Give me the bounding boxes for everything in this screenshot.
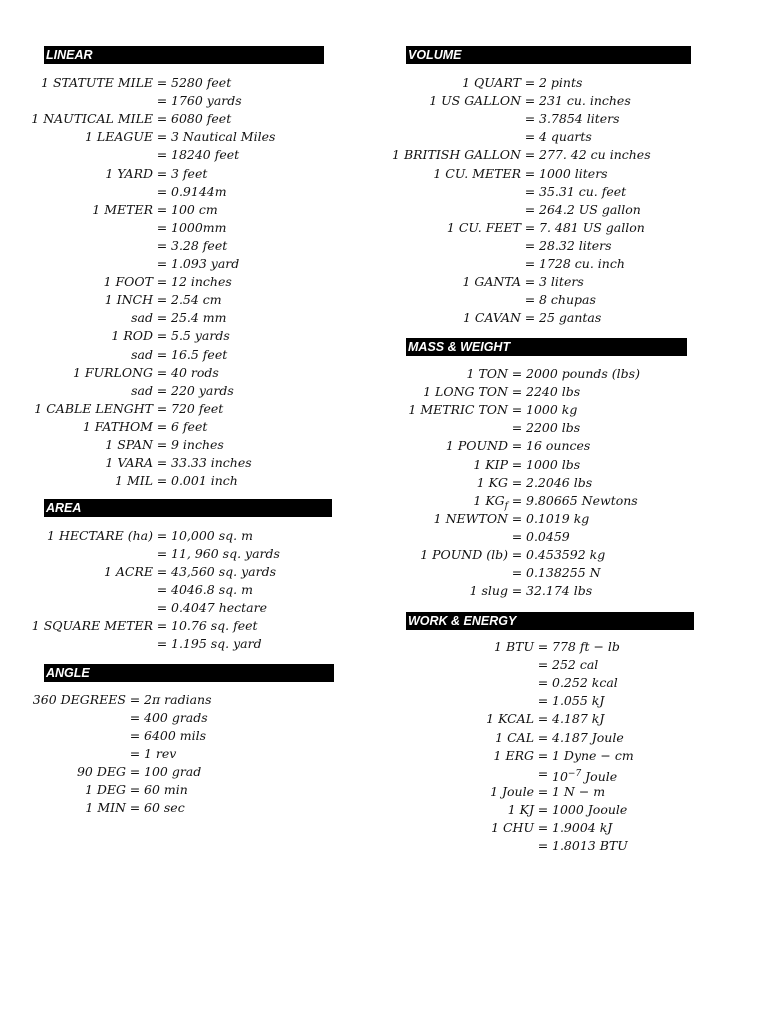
equals-sign: = <box>511 565 523 581</box>
conversion-value: 1000 kg <box>526 402 578 418</box>
conversion-unit: 1 LEAGUE <box>84 129 153 145</box>
conversion-unit: 360 DEGREES <box>32 692 126 707</box>
equals-sign: = <box>524 274 536 290</box>
conversion-unit: 1 US GALLON <box>429 93 521 109</box>
conversion-value: 2π radians <box>144 692 212 707</box>
conversion-value: 6080 feet <box>171 111 232 127</box>
equals-sign: = <box>129 800 141 815</box>
conversion-value: 2.54 cm <box>171 292 222 308</box>
equals-sign: = <box>511 492 523 508</box>
conversion-unit: 1 HECTARE (ha) <box>47 528 153 543</box>
conversion-unit: 1 STATUTE MILE <box>41 75 153 90</box>
conversion-unit: 1 NAUTICAL MILE <box>31 111 153 127</box>
equals-sign: = <box>511 402 523 418</box>
conversion-value: 6 feet <box>171 418 208 434</box>
conversion-value: 2 pints <box>539 75 583 90</box>
equals-sign: = <box>537 639 549 654</box>
equals-sign: = <box>156 400 168 416</box>
conversion-unit: 1 FATHOM <box>82 418 153 434</box>
equals-sign: = <box>511 474 523 490</box>
conversion-value: 231 cu. inches <box>539 93 631 109</box>
equals-sign: = <box>156 183 168 199</box>
conversion-value: 0.1019 kg <box>526 510 590 526</box>
conversion-value: 5.5 yards <box>171 328 230 344</box>
conversion-value: 6400 mils <box>144 728 207 743</box>
conversion-unit: 1 GANTA <box>462 274 521 290</box>
conversion-value: 2000 pounds (lbs) <box>526 366 640 381</box>
equals-sign: = <box>524 219 536 235</box>
conversion-unit: 1 MIL <box>115 473 153 489</box>
equals-sign: = <box>524 183 536 199</box>
equals-sign: = <box>129 746 141 761</box>
conversion-value: 8 chupas <box>539 292 596 308</box>
conversion-unit: 1 POUND <box>445 438 508 454</box>
conversion-unit: 1 CAL <box>495 729 534 745</box>
conversion-unit: 1 KJ <box>507 801 534 817</box>
conversion-value: 100 cm <box>171 201 218 217</box>
equals-sign: = <box>524 237 536 253</box>
equals-sign: = <box>156 437 168 452</box>
conversion-value: 2200 lbs <box>526 420 581 436</box>
conversion-value: 0.9144m <box>171 183 227 199</box>
conversion-unit: 1 CU. METER <box>433 165 521 181</box>
conversion-value: 778 ft − lb <box>552 639 620 654</box>
equals-sign: = <box>156 201 168 217</box>
equals-sign: = <box>156 346 168 362</box>
conversion-value: 16.5 feet <box>171 346 228 362</box>
equals-sign: = <box>524 310 536 326</box>
conversion-value: 2.2046 lbs <box>526 474 593 490</box>
equals-sign: = <box>156 364 168 380</box>
conversion-value: 32.174 lbs <box>526 583 593 599</box>
conversion-value: 1760 yards <box>171 93 242 109</box>
mass-weight-header: MASS & WEIGHT <box>406 338 687 356</box>
linear-header: LINEAR <box>44 46 324 64</box>
conversion-value: 277. 42 cu inches <box>539 147 651 163</box>
equals-sign: = <box>537 747 549 763</box>
conversion-value: 7. 481 US gallon <box>539 219 645 235</box>
conversion-value: 4 quarts <box>539 129 592 145</box>
conversion-unit: 1 METRIC TON <box>408 402 508 418</box>
conversion-value: 0.252 kcal <box>552 675 618 691</box>
conversion-value: 1.093 yard <box>171 256 240 271</box>
equals-sign: = <box>156 219 168 235</box>
equals-sign: = <box>511 456 523 472</box>
conversion-value: 220 yards <box>171 382 234 398</box>
equals-sign: = <box>156 618 168 633</box>
conversion-value: 1000 Jooule <box>552 801 628 817</box>
conversion-value: 400 grads <box>144 710 208 725</box>
equals-sign: = <box>156 382 168 398</box>
conversion-unit: 1 FURLONG <box>72 364 153 380</box>
equals-sign: = <box>524 165 536 181</box>
equals-sign: = <box>156 564 168 579</box>
equals-sign: = <box>156 129 168 145</box>
equals-sign: = <box>537 765 549 781</box>
equals-sign: = <box>511 583 523 599</box>
equals-sign: = <box>156 418 168 434</box>
equals-sign: = <box>156 310 168 326</box>
equals-sign: = <box>537 675 549 691</box>
conversion-unit: 1 CAVAN <box>462 310 521 326</box>
equals-sign: = <box>156 473 168 489</box>
equals-sign: = <box>156 237 168 253</box>
equals-sign: = <box>156 147 168 163</box>
conversion-value: 5280 feet <box>171 75 232 90</box>
conversion-unit: 1 slug <box>469 583 508 599</box>
conversion-value: 3 Nautical Miles <box>171 129 276 145</box>
conversion-value: 1000mm <box>171 219 227 235</box>
equals-sign: = <box>524 93 536 109</box>
work-energy-header: WORK & ENERGY <box>406 612 694 630</box>
conversion-unit: 1 MIN <box>85 800 126 815</box>
conversion-value: 35.31 cu. feet <box>539 183 627 199</box>
conversion-value: 4.187 kJ <box>552 711 605 727</box>
conversion-value: 1.195 sq. yard <box>171 636 262 651</box>
conversion-value: 2240 lbs <box>526 384 581 400</box>
conversion-value: 3.7854 liters <box>539 111 620 127</box>
equals-sign: = <box>511 438 523 454</box>
equals-sign: = <box>156 455 168 471</box>
area-header: AREA <box>44 499 332 517</box>
conversion-value: 4046.8 sq. m <box>171 582 253 597</box>
conversion-value: 10,000 sq. m <box>171 528 253 543</box>
equals-sign: = <box>156 292 168 308</box>
conversion-value: 0.453592 kg <box>526 547 606 562</box>
conversion-value: 0.0459 <box>526 528 570 544</box>
unit-subscript: f <box>504 501 508 512</box>
equals-sign: = <box>129 710 141 725</box>
equals-sign: = <box>129 764 141 779</box>
conversion-unit: 1 ERG <box>493 747 534 763</box>
conversion-value: 9 inches <box>171 437 224 452</box>
conversion-unit: 1 ROD <box>111 328 153 344</box>
conversion-value: 16 ounces <box>526 438 591 454</box>
equals-sign: = <box>129 728 141 743</box>
conversion-unit: 1 YARD <box>105 165 153 181</box>
conversion-value: 3.28 feet <box>171 237 228 253</box>
conversion-value: 1.8013 BTU <box>552 838 628 854</box>
equals-sign: = <box>524 129 536 145</box>
equals-sign: = <box>129 782 141 797</box>
equals-sign: = <box>156 165 168 181</box>
conversion-value: 0.138255 N <box>526 565 601 581</box>
conversion-unit: sad <box>131 382 153 398</box>
equals-sign: = <box>156 274 168 290</box>
conversion-value: 0.001 inch <box>171 473 238 489</box>
conversion-unit: sad <box>131 310 153 326</box>
conversion-unit: 1 FOOT <box>103 274 153 290</box>
equals-sign: = <box>524 147 536 163</box>
conversion-value: 1.9004 kJ <box>552 820 613 835</box>
conversion-unit: 1 $KG_f$ <box>473 492 508 512</box>
equals-sign: = <box>156 256 168 271</box>
conversion-unit: 1 CABLE LENGHT <box>34 400 153 416</box>
conversion-unit: 1 CU. FEET <box>446 219 521 235</box>
equals-sign: = <box>537 729 549 745</box>
conversion-value: 25.4 mm <box>171 310 227 326</box>
equals-sign: = <box>537 657 549 673</box>
conversion-value: 10.76 sq. feet <box>171 618 258 633</box>
conversion-value: 1 Dyne − cm <box>552 747 634 763</box>
equals-sign: = <box>537 820 549 835</box>
conversion-unit: 1 LONG TON <box>423 384 508 400</box>
conversion-value: 60 sec <box>144 800 185 815</box>
equals-sign: = <box>156 93 168 109</box>
conversion-value: 1000 lbs <box>526 456 581 472</box>
equals-sign: = <box>511 510 523 526</box>
equals-sign: = <box>524 111 536 127</box>
equals-sign: = <box>511 384 523 400</box>
equals-sign: = <box>156 111 168 127</box>
conversion-value: 9.80665 Newtons <box>526 492 638 508</box>
equals-sign: = <box>537 783 549 799</box>
conversion-unit: 1 METER <box>92 201 153 217</box>
conversion-unit: 1 BTU <box>494 639 534 654</box>
conversion-unit: 1 KCAL <box>486 711 534 727</box>
conversion-value: 12 inches <box>171 274 232 290</box>
conversion-unit: 1 INCH <box>104 292 153 308</box>
conversion-value: 1.055 kJ <box>552 693 605 709</box>
conversion-value: 1 rev <box>144 746 177 761</box>
equals-sign: = <box>511 528 523 544</box>
equals-sign: = <box>524 75 536 90</box>
conversion-value: 100 grad <box>144 764 202 779</box>
conversion-value: 0.4047 hectare <box>171 600 268 615</box>
conversion-value: 264.2 US gallon <box>539 201 641 217</box>
conversion-unit: 1 TON <box>466 366 508 381</box>
conversion-value: 11, 960 sq. yards <box>171 546 280 561</box>
conversion-value: 3 feet <box>171 165 208 181</box>
equals-sign: = <box>537 711 549 727</box>
conversion-unit: 1 VARA <box>105 455 153 471</box>
conversion-unit: 1 DEG <box>84 782 126 797</box>
conversion-unit: 1 SQUARE METER <box>31 618 153 633</box>
equals-sign: = <box>524 201 536 217</box>
conversion-value: 252 cal <box>552 657 599 673</box>
conversion-value: 33.33 inches <box>171 455 252 471</box>
angle-header: ANGLE <box>44 664 334 682</box>
equals-sign: = <box>156 528 168 543</box>
conversion-unit: 1 Joule <box>490 783 534 799</box>
conversion-value: 4.187 Joule <box>552 729 624 745</box>
equals-sign: = <box>537 693 549 709</box>
equals-sign: = <box>537 801 549 817</box>
value-unit: Joule <box>581 768 618 784</box>
conversion-unit: 1 ACRE <box>103 564 153 579</box>
conversion-value: 25 gantas <box>539 310 602 326</box>
conversion-value: 18240 feet <box>171 147 240 163</box>
conversion-unit: 1 CHU <box>491 820 534 835</box>
equals-sign: = <box>524 292 536 308</box>
conversion-value: 3 liters <box>539 274 584 290</box>
volume-header: VOLUME <box>406 46 691 64</box>
conversion-unit: sad <box>131 346 153 362</box>
conversion-value: 1000 liters <box>539 165 608 181</box>
conversion-unit: 1 KIP <box>473 456 508 472</box>
equals-sign: = <box>156 75 168 90</box>
equals-sign: = <box>511 366 523 381</box>
equals-sign: = <box>156 546 168 561</box>
conversion-value: $10^{-7}$ Joule <box>552 768 618 784</box>
conversion-value: 1728 cu. inch <box>539 256 625 271</box>
equals-sign: = <box>156 328 168 344</box>
equals-sign: = <box>156 600 168 615</box>
equals-sign: = <box>156 582 168 597</box>
equals-sign: = <box>156 636 168 651</box>
equals-sign: = <box>511 547 523 562</box>
conversion-unit: 1 KG <box>476 474 508 490</box>
equals-sign: = <box>511 420 523 436</box>
equals-sign: = <box>129 692 141 707</box>
conversion-unit: 1 BRITISH GALLON <box>392 147 521 163</box>
equals-sign: = <box>524 256 536 271</box>
equals-sign: = <box>537 838 549 854</box>
exponent: −7 <box>567 768 582 779</box>
conversion-unit: 1 SPAN <box>105 437 153 452</box>
conversion-unit: 90 DEG <box>76 764 126 779</box>
conversion-unit: 1 QUART <box>462 75 521 90</box>
conversion-value: 43,560 sq. yards <box>171 564 276 579</box>
conversion-value: 720 feet <box>171 400 224 416</box>
conversion-unit: 1 POUND (lb) <box>420 547 508 562</box>
conversion-value: 28.32 liters <box>539 237 612 253</box>
conversion-value: 1 N − m <box>552 783 606 799</box>
conversion-value: 40 rods <box>171 364 219 380</box>
conversion-unit: 1 NEWTON <box>433 510 508 526</box>
conversion-value: 60 min <box>144 782 188 797</box>
